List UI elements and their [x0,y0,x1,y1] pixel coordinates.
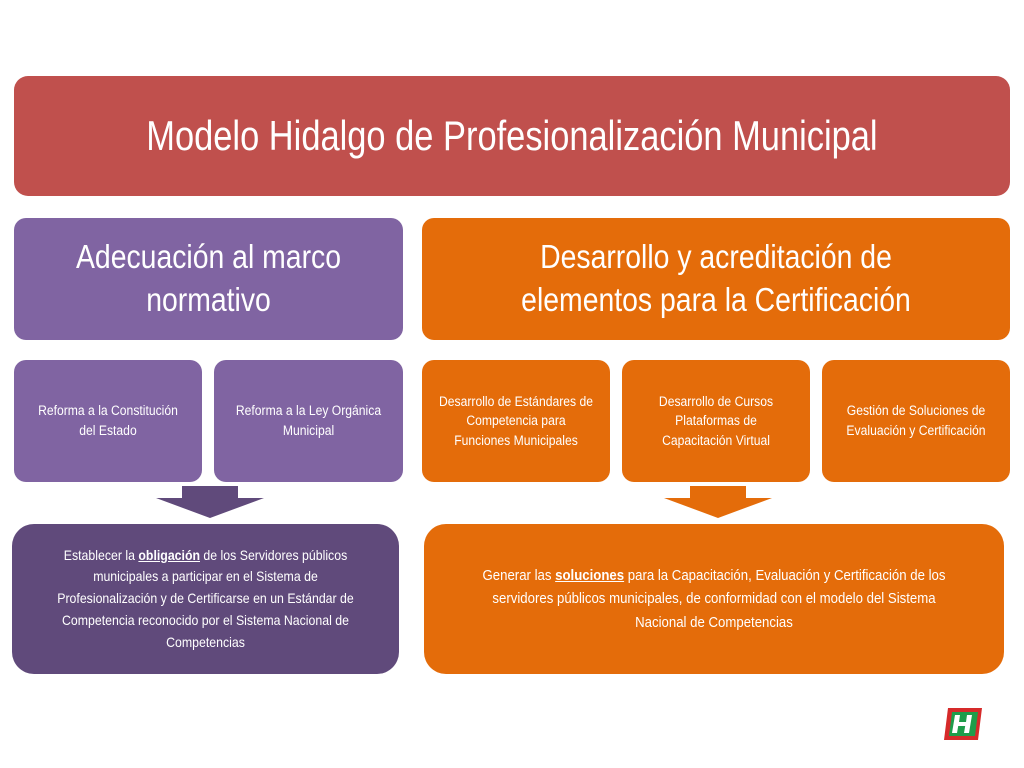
right-result-box [424,524,1004,674]
left-result-after: de los Servidores públicos municipales a participar en el Sistema de Profesionalización y de Certificarse en un Estándar de Competencia reconocido por el Sistema Nacional de Competencias [57,546,354,650]
right-result-before: Generar las [482,567,556,585]
left-header-box [14,218,403,340]
right-item-box-estandares [422,360,610,482]
left-item-text: Reforma a la Ley Orgánica Municipal [235,403,382,438]
left-result-text [51,545,360,653]
right-item-text: Desarrollo de Cursos Plataformas de Capacitación Virtual [658,393,774,448]
right-result-after: para la Capacitación, Evaluación y Certificación de los servidores públicos municipales, de conformidad con el modelo del Sistema Nacional de Competencias [492,567,946,631]
right-header-text: Desarrollo y acreditación de elementos para la Certificación [521,238,911,318]
right-item-box-gestion [822,360,1010,482]
left-header-text: Adecuación al marco normativo [75,238,342,318]
right-header-box [422,218,1010,340]
left-down-arrow-icon [156,486,264,518]
left-result-before: Establecer la [63,546,139,563]
left-item-text: Reforma a la Constitución del Estado [38,403,178,438]
right-item-box-cursos [622,360,810,482]
left-item-box-ley-organica [214,360,403,482]
right-item-text: Gestión de Soluciones de Evaluación y Certificación [846,403,986,438]
left-item-box-constitucion [14,360,202,482]
diagram-title: Modelo Hidalgo de Profesionalización Municipal [146,112,878,159]
diagram-title-box [14,76,1010,196]
right-result-text [475,564,954,634]
right-item-text: Desarrollo de Estándares de Competencia para Funciones Municipales [438,393,593,448]
right-result-emphasis: soluciones [555,567,625,585]
left-result-emphasis: obligación [138,546,200,563]
left-result-box [12,524,399,674]
hidalgo-h-logo-icon [942,706,984,742]
right-down-arrow-icon [664,486,772,518]
